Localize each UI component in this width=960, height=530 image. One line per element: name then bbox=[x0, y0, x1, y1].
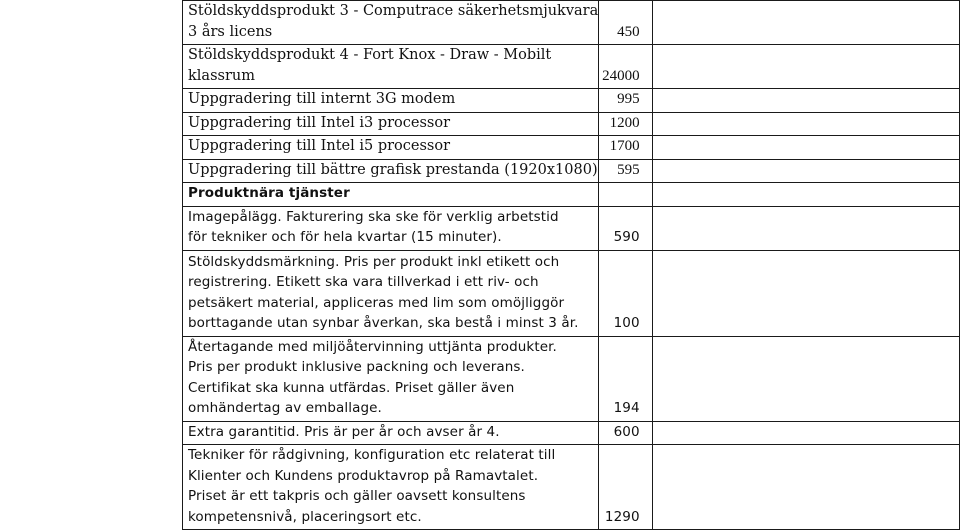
empty-cell bbox=[652, 159, 959, 183]
description-line: Stöldskyddsprodukt 3 - Computrace säkerhetsmjukvara bbox=[188, 3, 599, 19]
price-cell bbox=[599, 45, 652, 89]
description-line: Återtagande med miljöåtervinning uttjänta produkter. bbox=[188, 338, 557, 355]
table-row bbox=[183, 445, 960, 530]
description-line: borttagande utan synbar åverkan, ska bestå i minst 3 år. bbox=[188, 315, 579, 331]
description-line: Stöldskyddsprodukt 4 - Fort Knox - Draw - Mobilt bbox=[188, 47, 552, 63]
section-heading: Produktnära tjänster bbox=[188, 185, 350, 201]
price-value: 100 bbox=[613, 315, 640, 331]
description-cell bbox=[183, 421, 599, 445]
description-line: Uppgradering till internt 3G modem bbox=[188, 91, 456, 107]
price-value: 595 bbox=[617, 161, 640, 178]
price-cell bbox=[599, 159, 652, 183]
description-line: Pris per produkt inklusive packning och leverans. bbox=[188, 359, 525, 375]
description-line: Klienter och Kundens produktavrop på Ramavtalet. bbox=[188, 467, 539, 484]
price-cell bbox=[599, 336, 652, 421]
empty-cell bbox=[652, 336, 959, 421]
description-line: Imagepålägg. Fakturering ska ske för verklig arbetstid bbox=[188, 208, 559, 225]
description-cell bbox=[183, 336, 599, 421]
price-table bbox=[182, 0, 960, 530]
table-row bbox=[183, 159, 960, 183]
table-row bbox=[183, 112, 960, 136]
description-cell bbox=[183, 112, 599, 136]
price-value: 1290 bbox=[604, 508, 640, 525]
description-line: kompetensnivå, placeringsort etc. bbox=[188, 508, 422, 525]
empty-cell bbox=[652, 206, 959, 250]
description-line: Extra garantitid. Pris är per år och avser år 4. bbox=[188, 423, 500, 440]
description-line: Stöldskyddsmärkning. Pris per produkt inkl etikett och bbox=[188, 253, 560, 270]
table-row bbox=[183, 89, 960, 113]
empty-cell bbox=[652, 136, 959, 160]
price-cell bbox=[599, 250, 652, 336]
table-row bbox=[183, 421, 960, 445]
section-heading-row bbox=[183, 183, 960, 207]
description-cell bbox=[183, 445, 599, 530]
price-value: 24000 bbox=[602, 67, 640, 84]
description-line: omhändertag av emballage. bbox=[188, 400, 382, 416]
description-line: petsäkert material, appliceras med lim som omöjliggör bbox=[188, 294, 565, 311]
table-row bbox=[183, 336, 960, 421]
price-value: 1200 bbox=[609, 114, 640, 131]
price-cell bbox=[599, 183, 652, 207]
price-cell bbox=[599, 206, 652, 250]
price-value: 1700 bbox=[609, 138, 640, 154]
description-cell bbox=[183, 89, 599, 113]
table-row bbox=[183, 1, 960, 45]
price-value: 590 bbox=[613, 229, 640, 245]
price-cell bbox=[599, 1, 652, 45]
description-cell bbox=[183, 45, 599, 89]
description-cell bbox=[183, 1, 599, 45]
price-cell bbox=[599, 112, 652, 136]
description-line: Tekniker för rådgivning, konfiguration etc relaterat till bbox=[188, 447, 556, 463]
price-table-body bbox=[183, 1, 960, 530]
price-value: 600 bbox=[613, 423, 640, 440]
description-line: Priset är ett takpris och gäller oavsett konsultens bbox=[188, 488, 526, 504]
description-line: registrering. Etikett ska vara tillverkad i ett riv- och bbox=[188, 274, 539, 290]
empty-cell bbox=[652, 445, 959, 530]
empty-cell bbox=[652, 89, 959, 113]
description-cell bbox=[183, 206, 599, 250]
price-cell bbox=[599, 89, 652, 113]
empty-cell bbox=[652, 1, 959, 45]
table-row bbox=[183, 136, 960, 160]
empty-cell bbox=[652, 250, 959, 336]
description-line: 3 års licens bbox=[188, 23, 273, 40]
description-cell bbox=[183, 250, 599, 336]
empty-cell bbox=[652, 183, 959, 207]
empty-cell bbox=[652, 421, 959, 445]
description-line: Uppgradering till Intel i3 processor bbox=[188, 114, 451, 131]
section-heading-cell bbox=[183, 183, 599, 207]
description-line: för tekniker och för hela kvartar (15 minuter). bbox=[188, 229, 502, 245]
empty-cell bbox=[652, 45, 959, 89]
description-line: Certifikat ska kunna utfärdas. Priset gäller även bbox=[188, 379, 515, 396]
price-cell bbox=[599, 421, 652, 445]
table-row bbox=[183, 206, 960, 250]
price-value: 995 bbox=[617, 91, 640, 107]
table-row bbox=[183, 250, 960, 336]
empty-cell bbox=[652, 112, 959, 136]
price-value: 450 bbox=[617, 23, 640, 40]
price-cell bbox=[599, 445, 652, 530]
description-cell bbox=[183, 136, 599, 160]
description-line: klassrum bbox=[188, 67, 255, 84]
table-row bbox=[183, 45, 960, 89]
price-cell bbox=[599, 136, 652, 160]
description-cell bbox=[183, 159, 599, 183]
description-line: Uppgradering till bättre grafisk prestanda (1920x1080) bbox=[188, 161, 598, 178]
description-line: Uppgradering till Intel i5 processor bbox=[188, 138, 451, 154]
price-value: 194 bbox=[613, 400, 640, 416]
